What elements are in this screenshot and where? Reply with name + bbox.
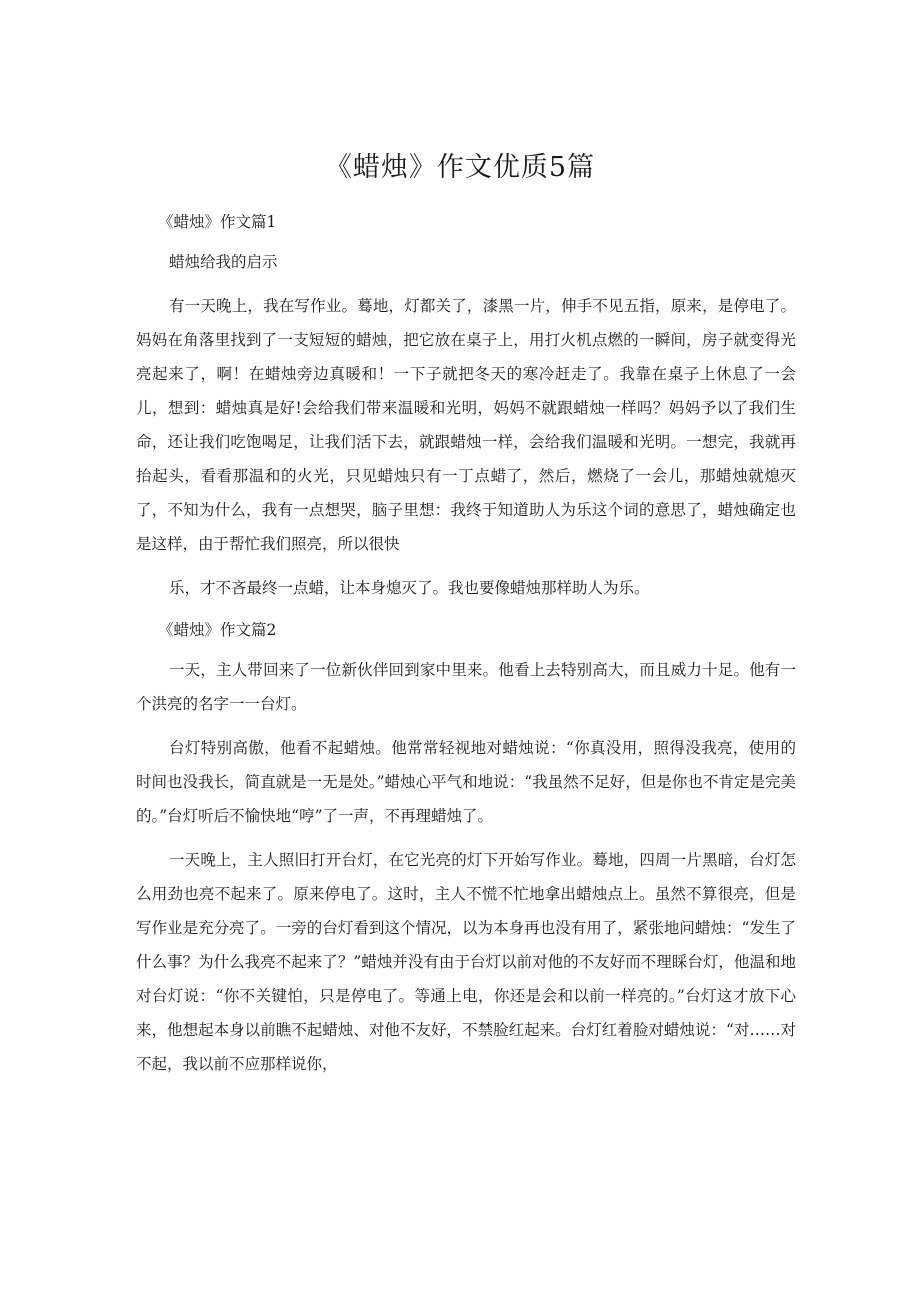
document-body: [136, 205, 796, 1091]
paragraph: 乐，才不吝最终一点蜡，让本身熄灭了。我也要像蜡烛那样助人为乐。: [169, 579, 650, 597]
paragraph: 台灯特别高傲，他看不起蜡烛。他常常轻视地对蜡烛说：“你真没用，照得没我亮，使用的时间也没我长，简直就是一无是处。”蜡烛心平气和地说：“我虽然不足好，但是你也不肯定是完美的。”台灯听后不愉快地“哼”了一声，不再理蜡烛了。: [136, 739, 796, 825]
paragraph: 有一天晚上，我在写作业。蓦地，灯都关了，漆黑一片，伸手不见五指，原来，是停电了。妈妈在角落里找到了一支短短的蜡烛，把它放在桌子上，用打火机点燃的一瞬间，房子就变得光亮起来了，啊！在蜡烛旁边真暖和！一下子就把冬天的寒冷赶走了。我靠在桌子上休息了一会儿，想到：蜡烛真是好!会给我们带来温暖和光明，妈妈不就跟蜡烛一样吗？妈妈予以了我们生命，还让我们吃饱喝足，让我们活下去，就跟蜡烛一样，会给我们温暖和光明。一想完，我就再抬起头，看看那温和的火光，只见蜡烛只有一丁点蜡了，然后，燃烧了一会儿，那蜡烛就熄灭了，不知为什么，我有一点想哭，脑子里想：我终于知道助人为乐这个词的意思了，蜡烛确定也是这样，由于帮忙我们照亮，所以很快: [136, 297, 796, 553]
paragraph: 一天晚上，主人照旧打开台灯，在它光亮的灯下开始写作业。蓦地，四周一片黑暗，台灯怎么用劲也亮不起来了。原来停电了。这时，主人不慌不忙地拿出蜡烛点上。虽然不算很亮，但是写作业是充分亮了。一旁的台灯看到这个情况，以为本身再也没有用了，紧张地问蜡烛：“发生了什么事？为什么我亮不起来了？”蜡烛并没有由于台灯以前对他的不友好而不理睬台灯，他温和地对台灯说：“你不关键怕，只是停电了。等通上电，你还是会和以前一样亮的。”台灯这才放下心来，他想起本身以前瞧不起蜡烛、对他不友好，不禁脸红起来。台灯红着脸对蜡烛说：“对……对不起，我以前不应那样说你，: [136, 851, 796, 1073]
paragraph: 一天，主人带回来了一位新伙伴回到家中里来。他看上去特别高大，而且威力十足。他有一个洪亮的名字一一台灯。: [136, 661, 796, 713]
section-heading-1: 《蜡烛》作文篇1: [158, 213, 277, 231]
section-heading-2: 《蜡烛》作文篇2: [158, 621, 277, 639]
document-title: 《蜡烛》作文优质5篇: [324, 152, 596, 183]
section-subheading-1: 蜡烛给我的启示: [169, 253, 278, 271]
